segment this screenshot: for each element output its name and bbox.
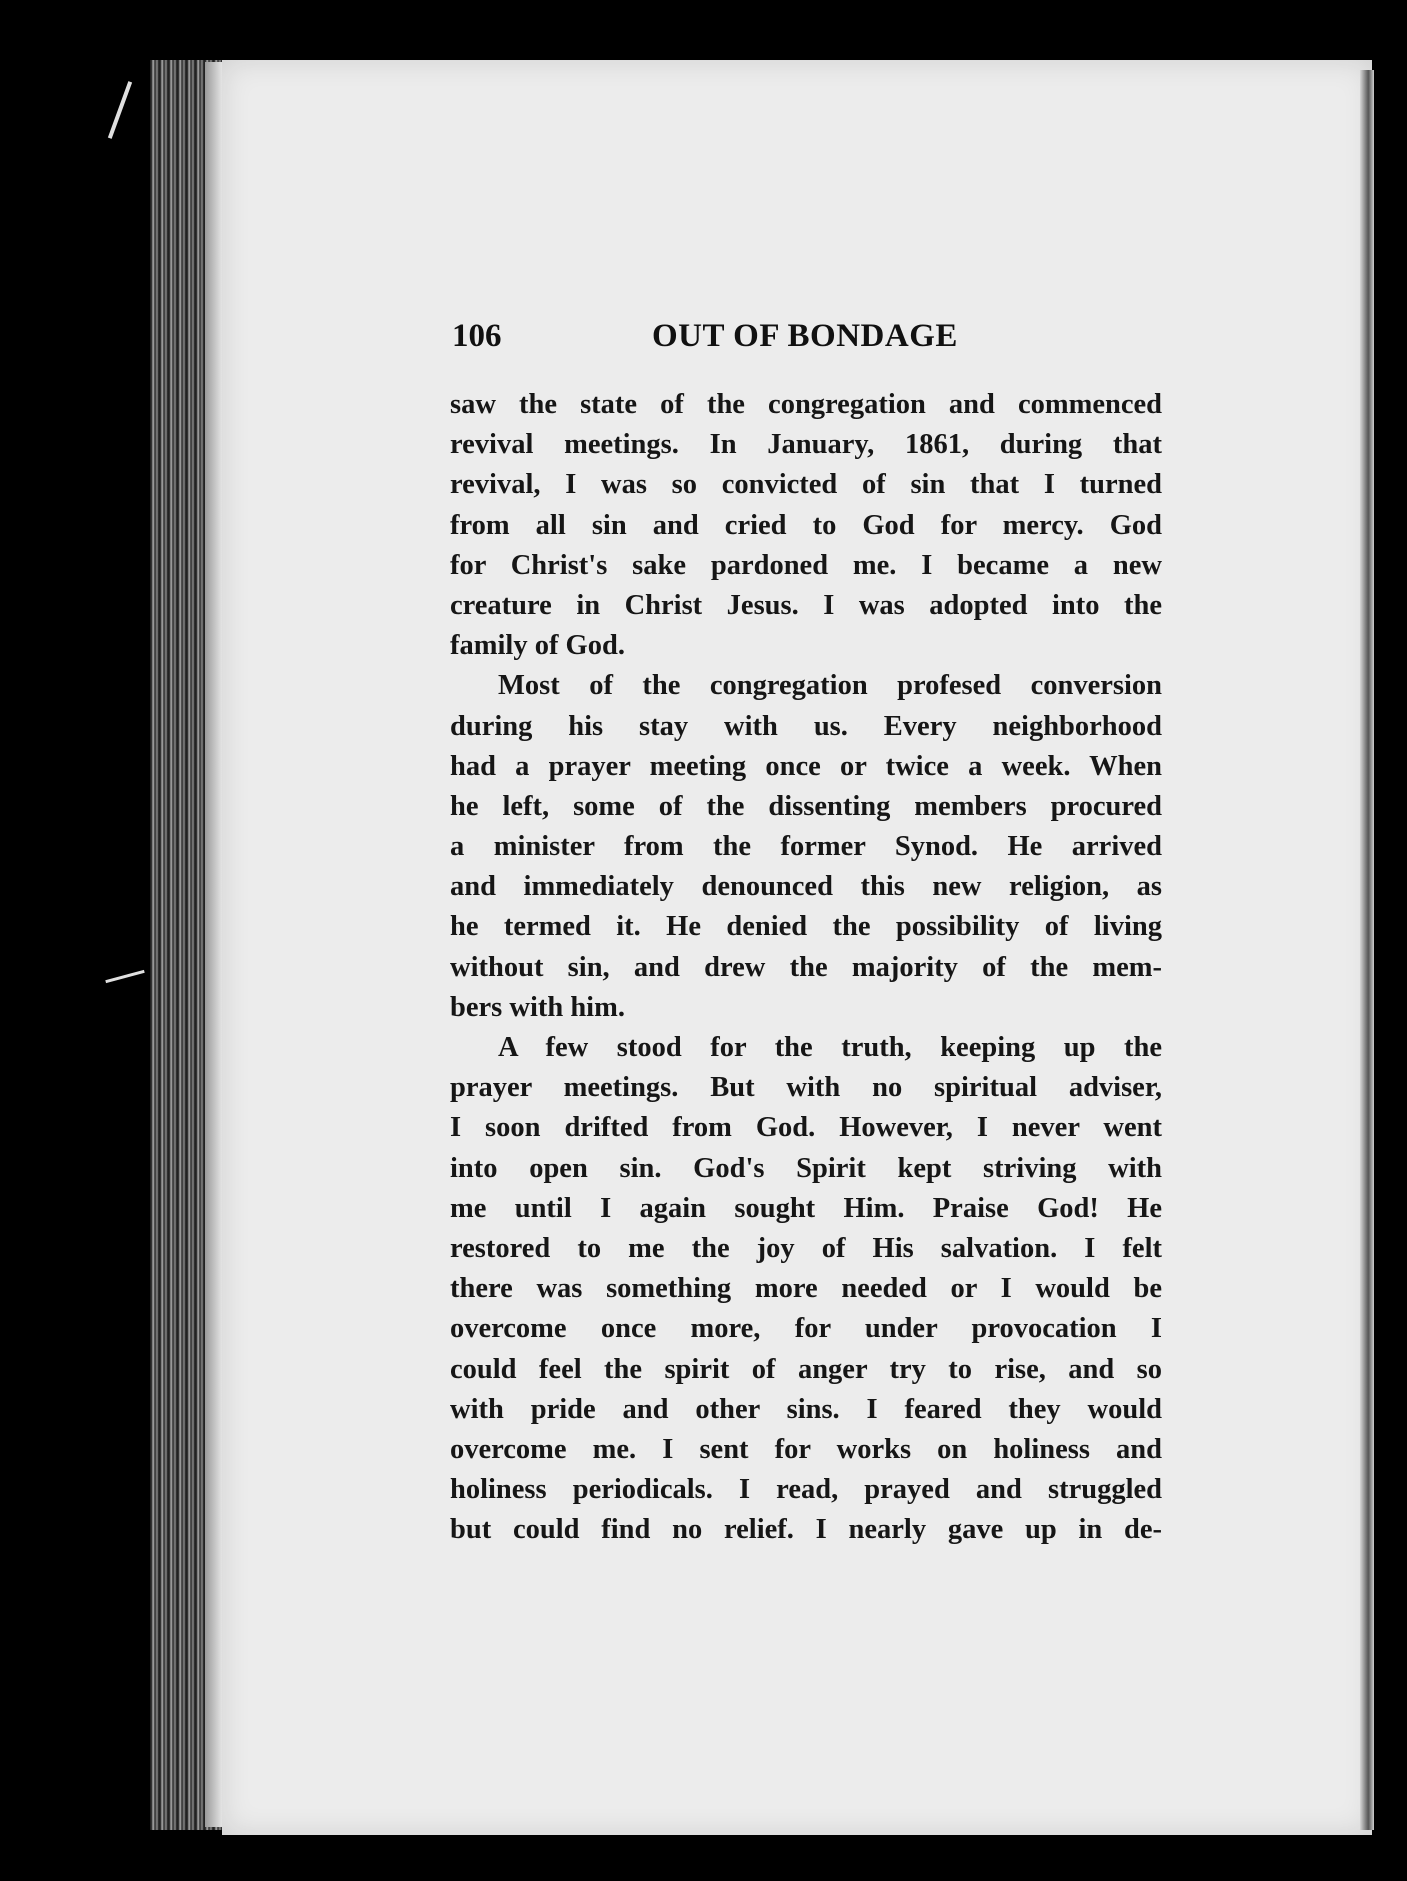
text-line: he termed it. He denied the possibility of living — [450, 911, 1162, 943]
text-line: overcome once more, for under provocation I — [450, 1313, 1162, 1345]
text-line: during his stay with us. Every neighborhood — [450, 710, 1162, 742]
text-line: I soon drifted from God. However, I never went — [450, 1112, 1162, 1144]
text-line: restored to me the joy of His salvation. I felt — [450, 1232, 1162, 1264]
text-line: there was something more needed or I would be — [450, 1273, 1162, 1305]
text-line: into open sin. God's Spirit kept striving with — [450, 1152, 1162, 1184]
scan-mark — [105, 970, 144, 983]
text-line: but could find no relief. I nearly gave up in de- — [450, 1514, 1162, 1546]
text-line: prayer meetings. But with no spiritual adviser, — [450, 1072, 1162, 1104]
text-line: had a prayer meeting once or twice a week. When — [450, 750, 1162, 782]
book-title: OUT OF BONDAGE — [652, 318, 958, 354]
text-line: overcome me. I sent for works on holiness and — [450, 1433, 1162, 1465]
page-number: 106 — [452, 318, 502, 354]
text-line: saw the state of the congregation and commenced — [450, 389, 1162, 420]
text-line: and immediately denounced this new religion, as — [450, 871, 1162, 903]
text-line: a minister from the former Synod. He arrived — [450, 831, 1162, 863]
text-line: revival meetings. In January, 1861, during that — [450, 429, 1162, 461]
page-edge-left — [205, 62, 223, 1827]
text-line: could feel the spirit of anger try to rise, and so — [450, 1353, 1162, 1385]
text-line: me until I again sought Him. Praise God! He — [450, 1192, 1162, 1224]
text-line: family of God. — [450, 630, 625, 662]
body-text — [450, 385, 1162, 1550]
text-line: Most of the congregation profesed conversion — [498, 670, 1162, 702]
scan-mark — [108, 81, 132, 139]
text-line: A few stood for the truth, keeping up the — [498, 1032, 1162, 1063]
text-line: from all sin and cried to God for mercy. God — [450, 509, 1162, 541]
text-line: bers with him. — [450, 991, 625, 1023]
text-line: revival, I was so convicted of sin that I turned — [450, 469, 1162, 501]
text-line: he left, some of the dissenting members procured — [450, 790, 1162, 822]
page-edge-right — [1360, 70, 1374, 1830]
text-line: for Christ's sake pardoned me. I became a new — [450, 549, 1162, 581]
text-line: holiness periodicals. I read, prayed and struggled — [450, 1474, 1162, 1506]
text-line: without sin, and drew the majority of the mem- — [450, 951, 1162, 983]
running-head — [452, 318, 1164, 368]
text-line: creature in Christ Jesus. I was adopted into the — [450, 589, 1162, 621]
text-line: with pride and other sins. I feared they would — [450, 1393, 1162, 1425]
